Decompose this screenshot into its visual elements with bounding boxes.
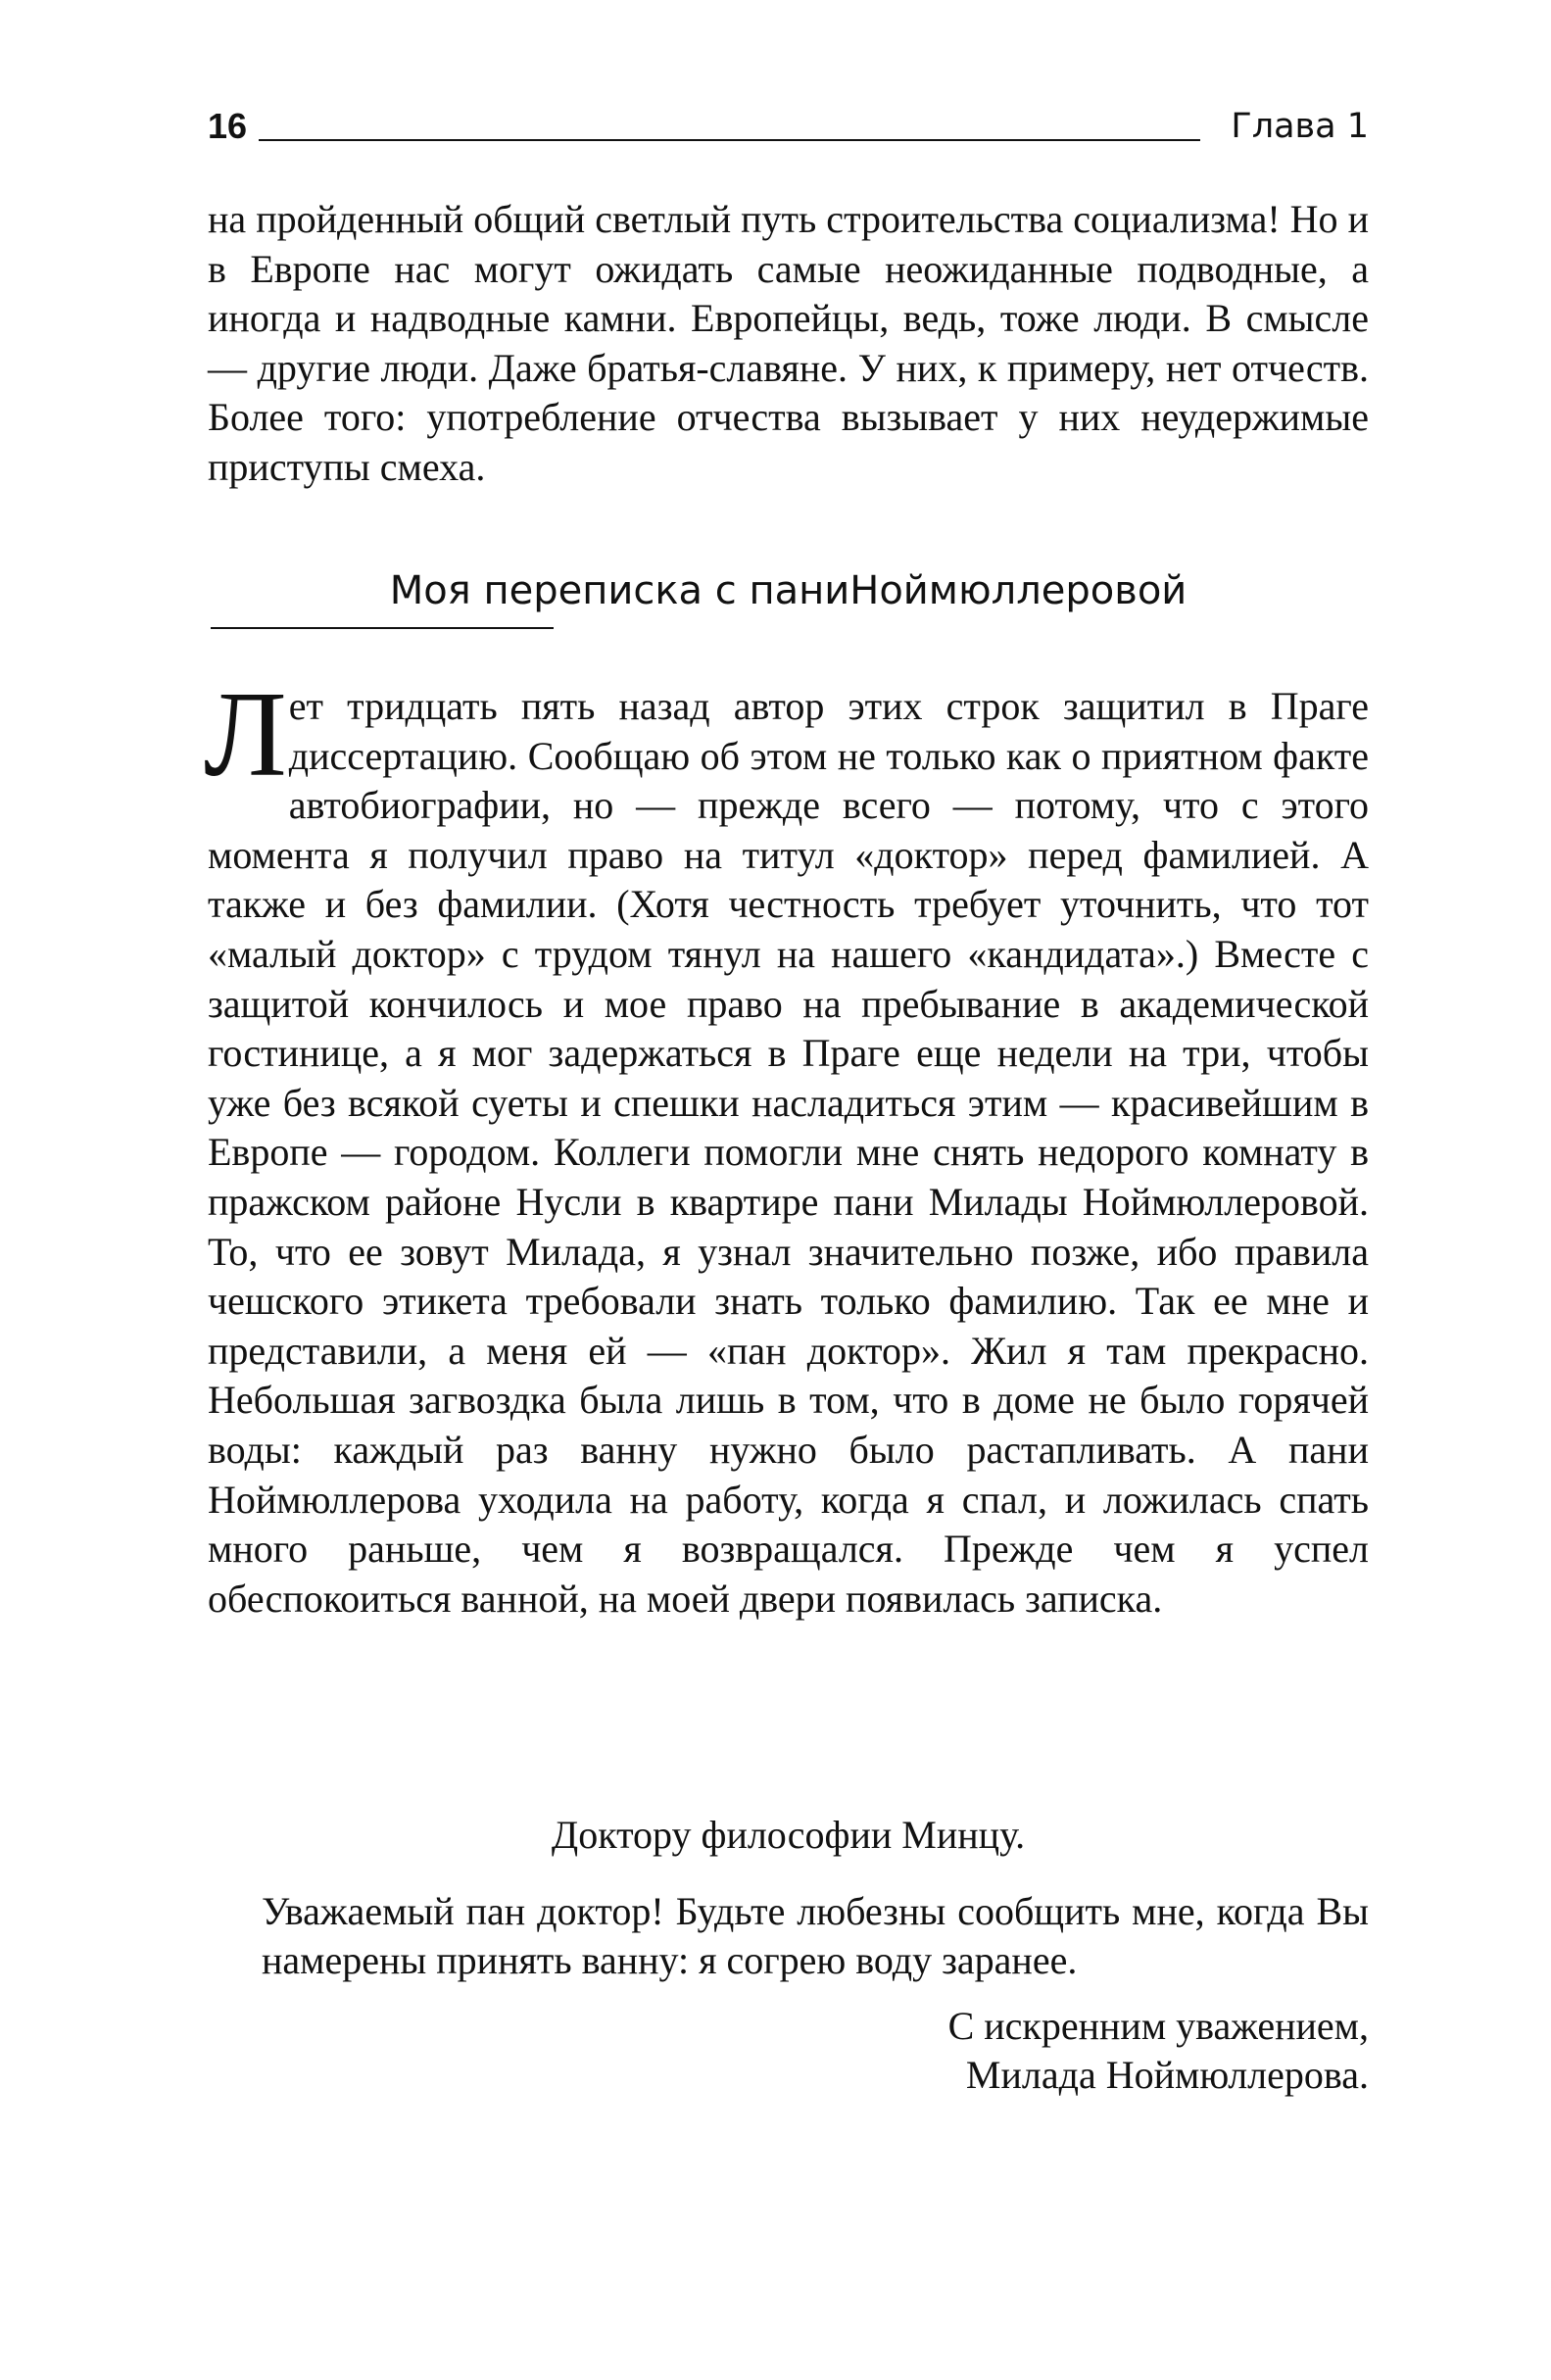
header-rule <box>259 139 1200 141</box>
note-signature: Милада Ноймюллерова. <box>965 2053 1369 2098</box>
drop-cap: Л <box>204 667 287 802</box>
chapter-label: Глава 1 <box>1231 107 1369 146</box>
note-closing: С искренним уважением, <box>947 2003 1369 2048</box>
quoted-note <box>208 1811 1369 2101</box>
note-body: Уважаемый пан доктор! Будьте любезны сообщить мне, когда Вы намерены принять ванну: я согрею воду заранее. <box>262 1888 1369 1983</box>
running-header <box>208 102 1369 151</box>
paragraph-story <box>204 667 1369 1624</box>
paragraph-intro: на пройденный общий светлый путь строительства социализма! Но и в Европе нас могут ожидать самые неожиданные подводные, а иногда и надводные камни. Европейцы, ведь, тоже люди. В смысле — другие люди. Даже братья-славяне. У них, к примеру, нет отчеств. Более того: употребление отчества вызывает у них неудержимые приступы смеха. <box>208 197 1369 489</box>
note-address: Доктору философии Минцу. <box>551 1813 1026 1857</box>
page-number: 16 <box>208 106 248 146</box>
note-signoff <box>208 2002 1369 2101</box>
section-title: Моя переписка с паниНоймюллеровой <box>389 568 1187 613</box>
paragraph-story-text: ет тридцать пять назад автор этих строк защитил в Праге диссертацию. Сообщаю об этом не только как о приятном факте автобиографии, но — прежде всего — потому, что с этого момента я получил право на титул «доктор» перед фамилией. А также и без фамилии. (Хотя честность требует уточнить, что тот «малый доктор» с трудом тянул на нашего «кандидата».) Вместе с защитой кончилось и мое право на пребывание в академической гостинице, а я мог задержаться в Праге еще недели на три, чтобы уже без всякой суеты и спешки насладиться этим — красивейшим в Европе — городом. Коллеги помогли мне снять недорого комнату в пражском районе Нусли в квартире пани Милады Ноймюллеровой. То, что ее зовут Милада, я узнал значительно позже, ибо правила чешского этикета требовали знать только фамилию. Так ее мне и представили, а меня ей — «пан доктор». Жил я там прекрасно. Небольшая загвоздка была лишь в том, что в доме не было горячей воды: каждый раз ванну нужно было растапливать. А пани Ноймюллерова уходила на работу, когда я спал, и ложилась спать много раньше, чем я возвращался. Прежде чем я успел обеспокоиться ванной, на моей двери появилась записка. <box>208 684 1369 1621</box>
section-title-rule <box>211 627 554 629</box>
